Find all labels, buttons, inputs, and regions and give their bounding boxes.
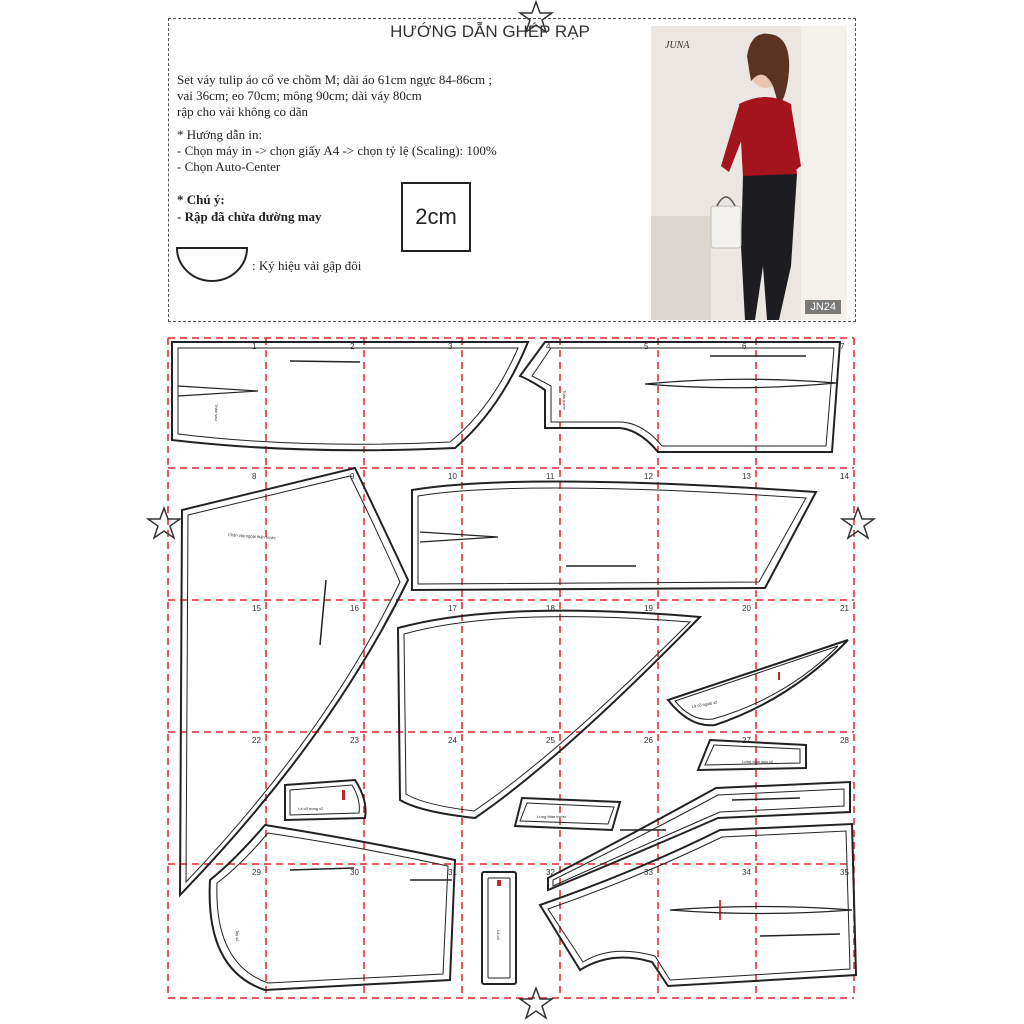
registration-star-icon — [518, 986, 554, 1022]
page-number: 3 — [448, 342, 453, 351]
description-line-1: Set váy tulip áo cổ ve chồm M; dài áo 61cm ngực 84-86cm ; — [177, 72, 493, 87]
page-number: 29 — [252, 868, 261, 877]
note-title: * Chú ý: — [177, 192, 225, 207]
piece-sleeve — [210, 825, 455, 990]
page-number: 5 — [644, 342, 649, 351]
label-waistband-front: Lưng thân trước — [537, 814, 567, 819]
piece-waistband-back — [698, 740, 806, 770]
page-number: 7 — [840, 342, 845, 351]
registration-star-icon — [146, 506, 182, 542]
label-inner-collar: Lá cổ trong x2 — [298, 806, 324, 811]
pattern-pieces — [172, 342, 856, 990]
page-number: 20 — [742, 604, 751, 613]
label-sleeve: Tay x2 — [235, 930, 240, 942]
page-number: 14 — [840, 472, 849, 481]
page-number: 1 — [252, 342, 257, 351]
piece-front-lower — [540, 824, 856, 986]
page-number: 9 — [350, 472, 355, 481]
page-number: 4 — [546, 342, 551, 351]
piece-collar-strip — [482, 872, 516, 984]
page-number: 6 — [742, 342, 747, 351]
page-number: 33 — [644, 868, 653, 877]
page-number: 16 — [350, 604, 359, 613]
page-number: 10 — [448, 472, 457, 481]
page-number: 32 — [546, 868, 555, 877]
page-number: 22 — [252, 736, 261, 745]
page-number: 2 — [350, 342, 355, 351]
piece-outer-collar — [668, 640, 848, 725]
piece-back-bodice — [172, 342, 528, 450]
piece-labels — [214, 390, 774, 942]
page-number: 8 — [252, 472, 257, 481]
print-guide-line-2: - Chọn Auto-Center — [177, 159, 281, 174]
page-number: 35 — [840, 868, 849, 877]
note-line: - Rập đã chừa đường may — [177, 209, 322, 224]
piece-front-bodice — [520, 342, 840, 452]
description-line-2: vai 36cm; eo 70cm; mông 90cm; dài váy 80cm — [177, 88, 422, 103]
scale-label: 2cm — [415, 204, 457, 229]
page-number: 21 — [840, 604, 849, 613]
label-back: Thân sau — [214, 404, 219, 421]
piece-skirt-back — [398, 611, 700, 818]
label-skirt-front-outer: Chân váy ngoài thân trước — [227, 532, 276, 541]
brand-logo: JUNA — [665, 40, 690, 51]
piece-inner-collar — [285, 780, 366, 820]
piece-diagonal-strip — [548, 782, 850, 890]
product-code: JN24 — [805, 300, 841, 314]
label-waistband-back: Lưng thân sau x2 — [742, 759, 774, 764]
page-number: 12 — [644, 472, 653, 481]
label-front: Thân trước — [562, 390, 567, 410]
page-number: 28 — [840, 736, 849, 745]
page-number: 17 — [448, 604, 457, 613]
label-collar-strip: Lá cổ — [496, 930, 501, 940]
print-guide-line-1: - Chọn máy in -> chọn giấy A4 -> chọn tỷ lệ (Scaling): 100% — [177, 143, 497, 158]
a4-page-grid — [168, 338, 854, 998]
registration-star-icon — [518, 0, 554, 36]
registration-star-icon — [840, 506, 876, 542]
page-number: 15 — [252, 604, 261, 613]
piece-skirt-front-outer — [180, 468, 408, 895]
page-number: 31 — [448, 868, 457, 877]
page-number: 24 — [448, 736, 457, 745]
page-number: 34 — [742, 868, 751, 877]
page-number: 30 — [350, 868, 359, 877]
page-number: 18 — [546, 604, 555, 613]
page-title: HƯỚNG DẪN GHÉP RẠP — [390, 22, 590, 41]
page-number: 23 — [350, 736, 359, 745]
page-number: 13 — [742, 472, 751, 481]
label-outer-collar: Lá cổ ngoài x2 — [691, 699, 718, 709]
fold-symbol-label: : Ký hiệu vải gập đôi — [252, 258, 362, 273]
page-number: 25 — [546, 736, 555, 745]
description-line-3: rập cho vải không co dãn — [177, 104, 309, 119]
page-number: 27 — [742, 736, 751, 745]
print-guide-title: * Hướng dẫn in: — [177, 127, 263, 142]
page-number: 11 — [546, 472, 555, 481]
page-number: 19 — [644, 604, 653, 613]
page-number: 26 — [644, 736, 653, 745]
